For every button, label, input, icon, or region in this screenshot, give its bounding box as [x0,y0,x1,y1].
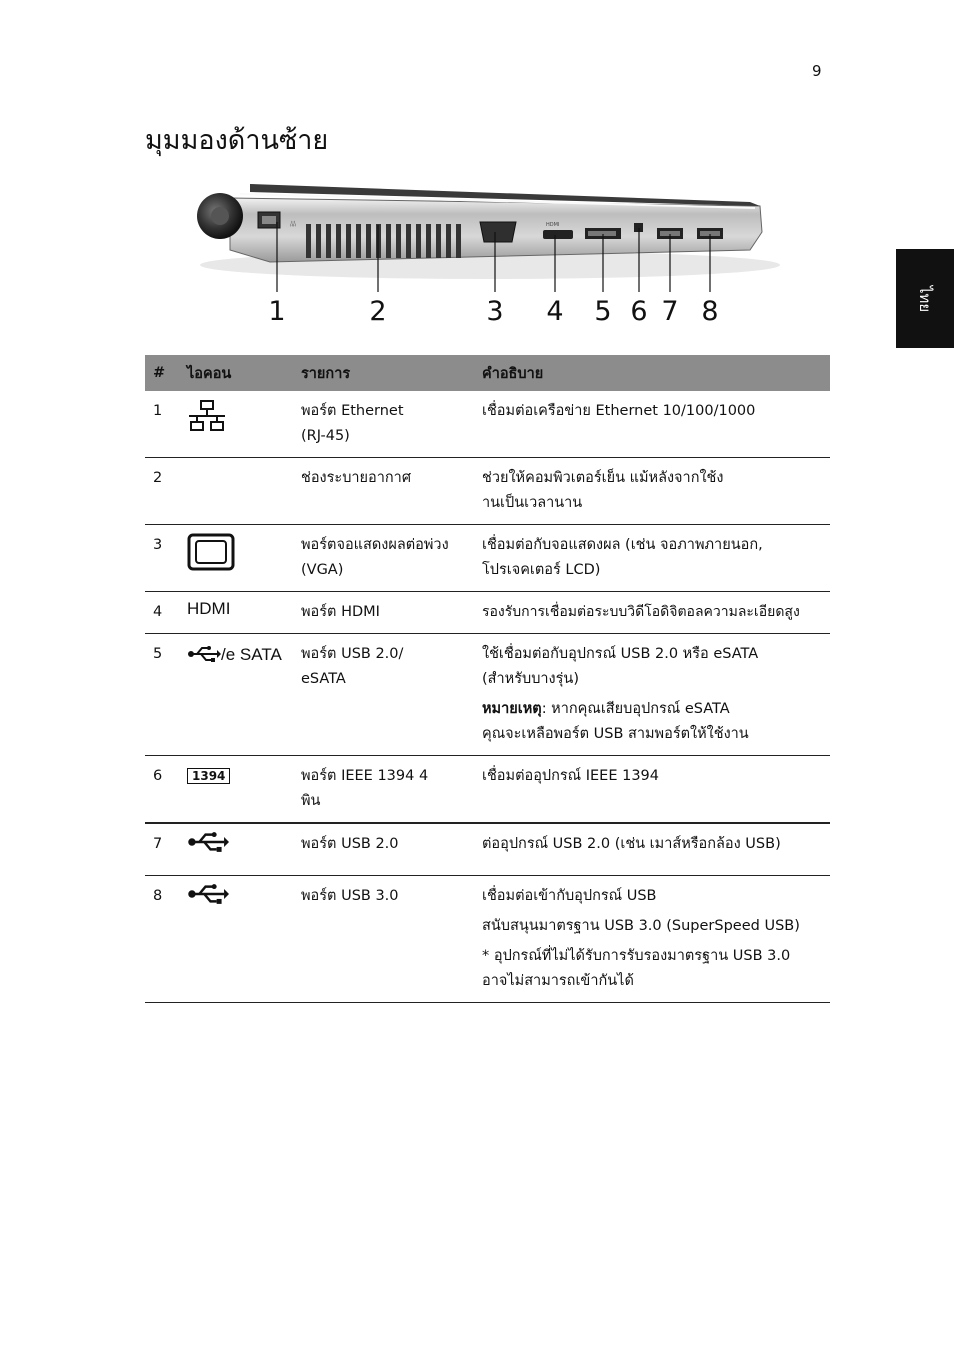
row-number: 2 [145,458,183,525]
row-number: 4 [145,592,183,634]
table-row [145,525,830,592]
description-line: เชื่อมต่อกับจอแสดงผล (เช่น จอภาพภายนอก, [482,537,763,553]
table-header-row [145,355,830,391]
ieee1394-icon: 1394 [187,768,230,784]
callout-8: 8 [701,296,719,327]
hdmi-icon: HDMI [187,599,231,618]
header-item: รายการ [293,355,474,391]
item-line: พอร์ต HDMI [301,604,380,620]
description-line: เชื่อมต่อเครือข่าย Ethernet 10/100/1000 [482,403,756,419]
row-number: 1 [145,391,183,458]
page-title: มุมมองด้านซ้าย [145,125,329,156]
note-line: คุณจะเหลือพอร์ต USB สามพอร์ตให้ใช้งาน [482,726,749,742]
description-line: ช่วยให้คอมพิวเตอร์เย็น แม้หลังจากใช้ง [482,470,724,486]
description-line: เชื่อมต่ออุปกรณ์ IEEE 1394 [482,768,660,784]
item-line: ช่องระบายอากาศ [301,470,412,486]
callout-4: 4 [546,296,564,327]
figure-hdmi-mark: HDMI [546,222,560,228]
item-line: พอร์ต USB 3.0 [301,888,399,904]
description-line: สนับสนุนมาตรฐาน USB 3.0 (SuperSpeed USB) [482,918,800,934]
usb-icon [187,646,221,662]
row-number: 3 [145,525,183,592]
row-number: 5 [145,634,183,756]
table-row [145,756,830,824]
header-description: คำอธิบาย [474,355,830,391]
callout-7: 7 [661,296,679,327]
usb-icon [187,884,229,904]
page-number: 9 [812,62,822,80]
ethernet-icon [187,399,227,433]
header-icon: ไอคอน [183,355,293,391]
row-number: 7 [145,823,183,876]
description-line: โปรเจคเตอร์ LCD) [482,562,601,578]
description-line: เชื่อมต่อเข้ากับอุปกรณ์ USB [482,888,657,904]
description-line: * อุปกรณ์ที่ไม่ได้รับการรับรองมาตรฐาน USB 3.0 [482,948,791,964]
language-tab-label: ไทย [915,285,934,312]
note-label: หมายเหตุ [482,701,542,717]
item-line: พอร์ต USB 2.0 [301,836,399,852]
callout-2: 2 [369,296,387,327]
note-line: : หากคุณเสียบอุปกรณ์ eSATA [541,701,730,717]
item-line: พอร์ต IEEE 1394 4 [301,768,429,784]
item-line: พอร์ตจอแสดงผลต่อพ่วง [301,537,449,553]
row-number: 6 [145,756,183,824]
description-line: อาจไม่สามารถเข้ากันได้ [482,973,634,989]
description-line: ต่ออุปกรณ์ USB 2.0 (เช่น เมาส์หรือกล้อง USB) [482,836,781,852]
description-line: านเป็นเวลานาน [482,495,583,511]
item-line: (RJ-45) [301,428,350,444]
item-line: (VGA) [301,562,344,578]
item-line: พอร์ต Ethernet [301,403,404,419]
description-line: รองรับการเชื่อมต่อระบบวิดีโอดิจิตอลความละเอียดสูง [482,604,800,620]
esata-icon: /e SATA [221,645,282,664]
header-number: # [145,355,183,391]
table-row [145,634,830,756]
language-tab [896,249,954,348]
callout-1: 1 [268,296,286,327]
callout-5: 5 [594,296,612,327]
table-row [145,458,830,525]
description-line: (สำหรับบางรุ่น) [482,671,579,687]
svg-text:品: 品 [290,221,297,228]
usb-icon [187,832,229,852]
vga-monitor-icon [187,533,235,571]
item-line: eSATA [301,671,346,687]
table-row [145,876,830,1003]
description-line: ใช้เชื่อมต่อกับอุปกรณ์ USB 2.0 หรือ eSATA [482,646,759,662]
row-number: 8 [145,876,183,1003]
table-row [145,391,830,458]
table-row [145,823,830,876]
item-line: พิน [301,793,321,809]
callout-6: 6 [630,296,648,327]
ports-table [145,355,830,1003]
table-row [145,592,830,634]
item-line: พอร์ต USB 2.0/ [301,646,404,662]
callout-3: 3 [486,296,504,327]
